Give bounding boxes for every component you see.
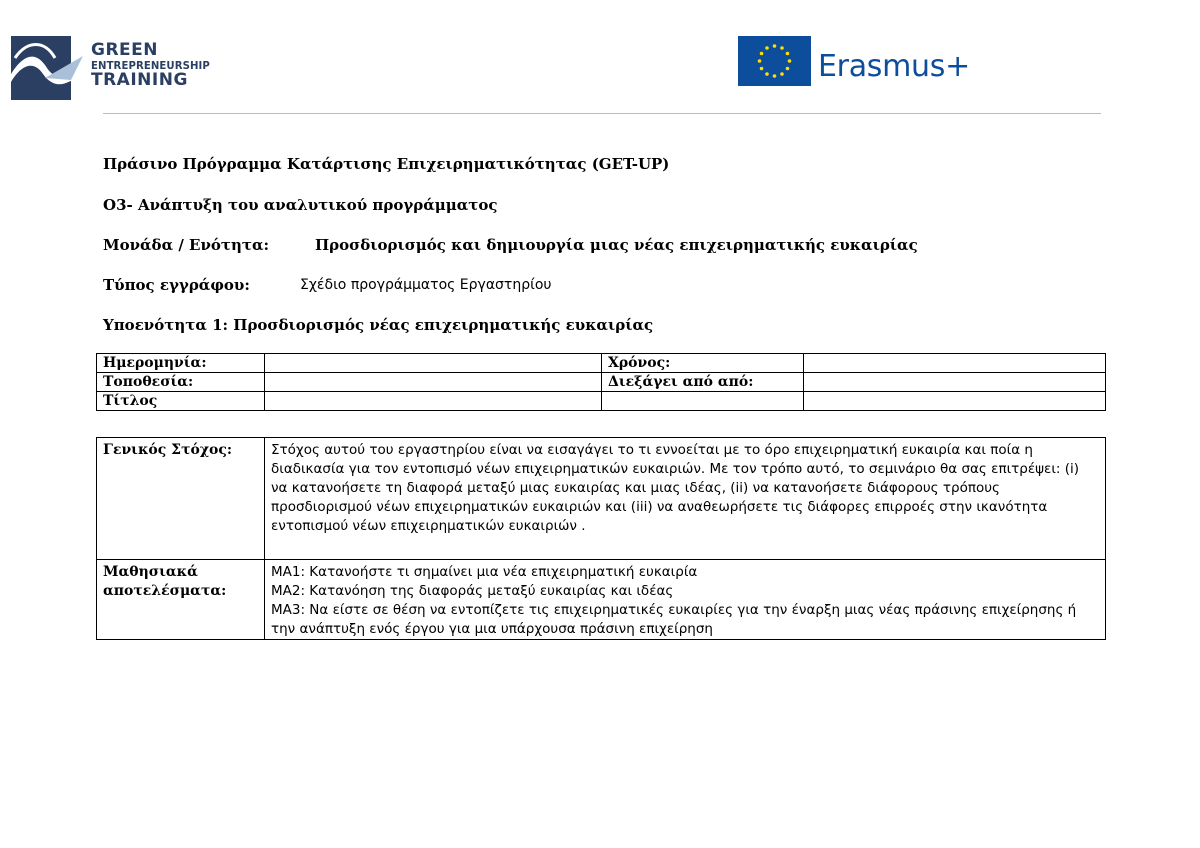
date-value[interactable] <box>265 354 602 373</box>
learning-outcome-item: ΜΑ1: Κατανοήστε τι σημαίνει μια νέα επιχειρηματική ευκαιρία <box>271 564 698 580</box>
learning-outcome-item: ΜΑ3: Να είστε σε θέση να εντοπίζετε τις επιχειρηματικές ευκαιρίες για την έναρξη μιας νέας πράσινης επιχείρησης ή την ανάπτυξη ενός έργου για μια υπάρχουσα πράσινη επιχείρηση <box>271 602 1077 637</box>
learning-outcome-item: ΜΑ2: Κατανόηση της διαφοράς μεταξύ ευκαιρίας και ιδέας <box>271 583 674 599</box>
get-logo-line3: TRAINING <box>91 70 188 90</box>
doctype-label: Τύπος εγγράφου: <box>103 276 250 294</box>
get-logo-icon <box>11 34 83 102</box>
general-goal-text: Στόχος αυτού του εργαστηρίου είναι να εισαγάγει το τι εννοείται με το όρο επιχειρηματική ευκαιρία και ποία η διαδικασία για τον εντοπισμό νέων επιχειρηματικών ευκαιριών. Με τον τρόπο αυτό, το σεμινάριο θα σας επιτρέψει: (i) να κατανοήσετε τη διαφορά μεταξύ μιας ευκαιρίας και μιας ιδέας, (ii) να κατανοήσετε διάφορους τρόπους προσδιορισμού νέων επιχειρηματικών ευκαιριών και (iii) να αναθεωρήσετε τις διάφορες επιρροές στην ικανότητα εντοπισμού νέων επιχειρηματικών ευκαιριών . <box>265 438 1106 560</box>
general-goal-row <box>97 438 1106 560</box>
erasmus-plus-wordmark: Erasmus+ <box>818 49 970 84</box>
header-divider <box>103 113 1101 114</box>
location-value[interactable] <box>265 373 602 392</box>
location-label: Τοποθεσία: <box>97 373 265 392</box>
subunit-line: Υποενότητα 1: Προσδιορισμός νέας επιχειρηματικής ευκαιρίας <box>103 316 654 334</box>
title-value[interactable] <box>265 392 602 411</box>
eu-star-icon <box>765 46 769 50</box>
info-table <box>96 353 1106 411</box>
eu-star-icon <box>780 46 784 50</box>
goals-table <box>96 437 1106 640</box>
get-logo-line1: GREEN <box>91 40 158 60</box>
eu-star-icon <box>773 74 777 78</box>
info-row-date <box>97 354 1106 373</box>
title-extra-cell[interactable] <box>602 392 804 411</box>
eu-star-icon <box>780 72 784 76</box>
info-row-location <box>97 373 1106 392</box>
title-extra-cell-2[interactable] <box>804 392 1106 411</box>
module-value: Προσδιορισμός και δημιουργία μιας νέας επιχειρηματικής ευκαιρίας <box>315 236 918 254</box>
eu-star-icon <box>758 59 762 63</box>
eu-star-icon <box>773 44 777 48</box>
output-line: O3- Ανάπτυξη του αναλυτικού προγράμματος <box>103 196 498 214</box>
conducted-value[interactable] <box>804 373 1106 392</box>
eu-star-icon <box>760 67 764 71</box>
conducted-label: Διεξάγει από από: <box>602 373 804 392</box>
document-title: Πράσινο Πρόγραμμα Κατάρτισης Επιχειρηματικότητας (GET-UP) <box>103 155 670 173</box>
module-label: Μονάδα / Ενότητα: <box>103 236 270 254</box>
eu-star-icon <box>760 52 764 56</box>
get-logo-words <box>91 42 220 89</box>
learning-outcomes-row <box>97 560 1106 640</box>
eu-star-icon <box>765 72 769 76</box>
learning-outcomes-label-line1: Μαθησιακά <box>103 564 198 580</box>
eu-flag-icon <box>738 36 811 86</box>
module-line <box>103 236 918 254</box>
erasmus-plus-logo <box>738 36 988 86</box>
date-label: Ημερομηνία: <box>97 354 265 373</box>
doctype-line <box>103 276 552 294</box>
learning-outcomes-label-line2: αποτελέσματα: <box>103 583 227 599</box>
time-label: Χρόνος: <box>602 354 804 373</box>
doctype-value: Σχέδιο προγράμματος Εργαστηρίου <box>300 277 552 293</box>
green-entrepreneurship-training-logo <box>11 34 221 102</box>
info-row-title <box>97 392 1106 411</box>
learning-outcomes-list <box>265 560 1106 640</box>
title-label: Τίτλος <box>97 392 265 411</box>
general-goal-label: Γενικός Στόχος: <box>97 438 265 560</box>
eu-star-icon <box>788 59 792 63</box>
get-logo-line2: ENTREPRENEURSHIP <box>91 59 210 72</box>
learning-outcomes-label <box>97 560 265 640</box>
time-value[interactable] <box>804 354 1106 373</box>
eu-star-icon <box>786 67 790 71</box>
eu-star-icon <box>786 52 790 56</box>
